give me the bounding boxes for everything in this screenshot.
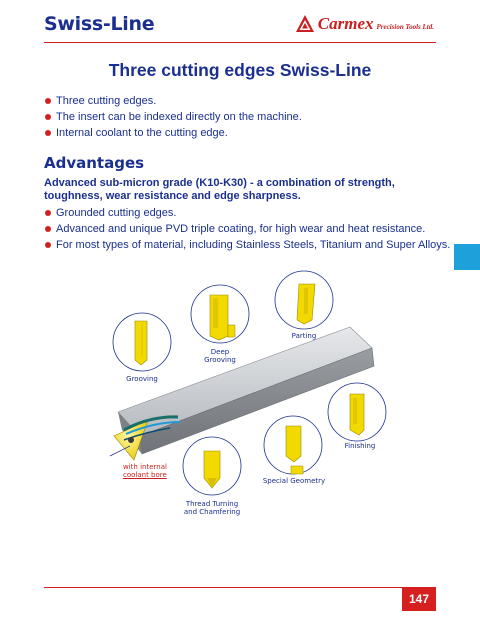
feature-list <box>44 93 302 141</box>
thread-turning-callout <box>183 437 241 495</box>
coolant-label-line1: with internal <box>123 463 167 471</box>
grooving-callout <box>113 313 171 371</box>
page-number: 147 <box>402 587 436 611</box>
thread-turning-label: Thread Turning and Chamfering <box>183 500 241 516</box>
section-tab[interactable] <box>454 244 480 270</box>
advantages-heading: Advantages <box>44 154 145 172</box>
header-divider <box>44 42 436 43</box>
finishing-callout <box>328 383 386 441</box>
deep-grooving-label: Deep Grooving <box>204 348 236 364</box>
deep-grooving-callout <box>191 285 249 343</box>
parting-callout <box>275 271 333 329</box>
tool-diagram <box>100 270 390 528</box>
grooving-label: Grooving <box>126 375 158 383</box>
finishing-label: Finishing <box>344 442 376 450</box>
advantages-list <box>44 205 450 253</box>
list-item: Three cutting edges. <box>44 93 302 109</box>
main-title: Three cutting edges Swiss-Line <box>108 60 372 80</box>
footer-divider <box>44 587 436 588</box>
list-item: Grounded cutting edges. <box>44 205 450 221</box>
logo-name: Carmex <box>317 14 374 33</box>
parting-label: Parting <box>291 332 317 340</box>
special-geometry-label: Special Geometry <box>262 477 326 485</box>
list-item: For most types of material, including Stainless Steels, Titanium and Super Alloys. <box>44 237 450 253</box>
coolant-label <box>123 463 183 479</box>
page-header-title: Swiss-Line <box>44 13 155 35</box>
toolholder-illustration <box>100 270 390 528</box>
advantages-intro: Advanced sub-micron grade (K10-K30) - a combination of strength, toughness, wear resistance and edge sharpness. <box>44 177 395 202</box>
logo-subtitle: Precision Tools Ltd. <box>376 23 434 31</box>
coolant-label-line2: coolant bore <box>123 471 167 479</box>
carmex-emblem-icon <box>295 14 315 34</box>
list-item: Internal coolant to the cutting edge. <box>44 125 302 141</box>
list-item: The insert can be indexed directly on the machine. <box>44 109 302 125</box>
list-item: Advanced and unique PVD triple coating, for high wear and heat resistance. <box>44 221 450 237</box>
carmex-logo <box>295 14 434 34</box>
special-geometry-callout <box>264 416 322 474</box>
